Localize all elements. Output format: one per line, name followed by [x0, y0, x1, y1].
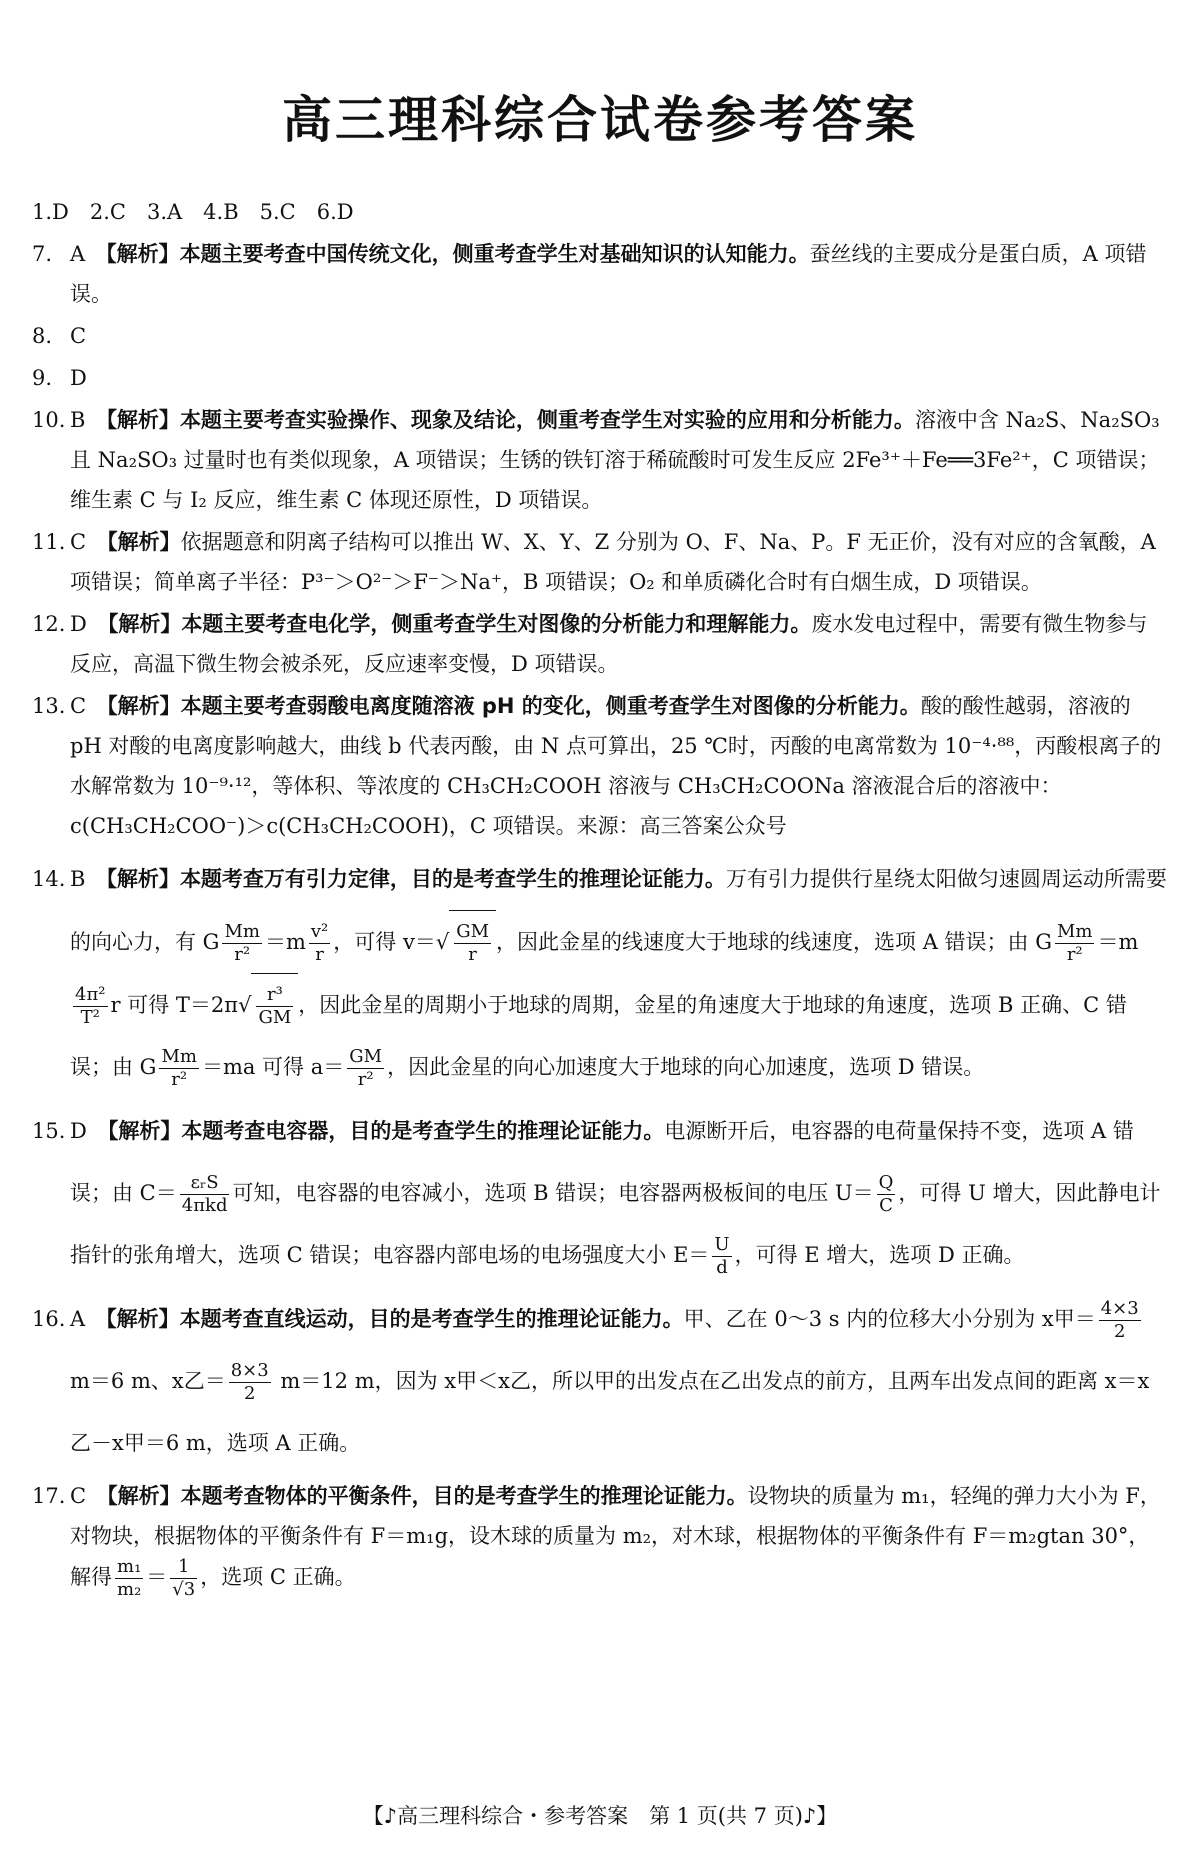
analysis-lead: 本题考查万有引力定律，目的是考查学生的推理论证能力。	[179, 867, 726, 891]
denominator: GM	[258, 1007, 292, 1028]
question-number: 7.	[32, 242, 53, 266]
numerator: Mm	[161, 1046, 197, 1067]
analysis-text: 酸的酸性越弱，溶液的 pH 对酸的电离度影响越大，曲线 b 代表丙酸，由 N 点可算出，25 ℃时，丙酸的电离常数为 10⁻⁴·⁸⁸，丙酸根离子的水解常数为 10⁻⁹·¹²，等体积、等浓度的 CH₃CH₂COOH 溶液与 CH₃CH₂COONa 溶液混合后的溶液中：c(CH₃CH₂COO⁻)＞c(CH₃CH₂COOH)，C 项错误。来源：高三答案公众号	[70, 694, 1162, 838]
fraction-8x3-over-2	[229, 1360, 271, 1405]
fraction-Q-over-C	[877, 1172, 896, 1217]
fraction-eS-over-4pikd	[180, 1172, 230, 1217]
numerator: v²	[310, 921, 329, 942]
text-segment: ，可得 E 增大，选项 D 正确。	[734, 1243, 1025, 1267]
answer-letter: B	[70, 867, 86, 891]
question-number: 8.	[32, 324, 53, 348]
sqrt-sign: √	[238, 993, 252, 1017]
analysis-lead: 本题主要考查中国传统文化，侧重考查学生对基础知识的认知能力。	[179, 242, 810, 266]
text-segment: ，因此金星的向心加速度大于地球的向心加速度，选项 D 错误。	[387, 1055, 985, 1079]
question-number: 11.	[32, 530, 66, 554]
denominator: d	[716, 1257, 728, 1278]
fraction-Mm-over-r2	[222, 921, 262, 966]
question-number: 14.	[32, 867, 66, 891]
numerator: GM	[349, 1046, 383, 1067]
fraction-GM-over-r2	[347, 1046, 384, 1091]
fraction-Mm-over-r2	[1055, 921, 1095, 966]
question-number: 9.	[32, 366, 53, 390]
question-number: 16.	[32, 1307, 66, 1331]
text-segment: ，因此金星的线速度大于地球的线速度，选项 A 错误；由 G	[496, 930, 1052, 954]
analysis-tag: 【解析】	[106, 242, 180, 266]
answer-letter: C	[70, 694, 87, 718]
analysis-tag: 【解析】	[107, 1484, 181, 1508]
denominator: √3	[172, 1579, 196, 1600]
analysis-tag: 【解析】	[107, 612, 182, 636]
numerator: εᵣS	[180, 1172, 230, 1195]
answer-17	[32, 1476, 1167, 1601]
page-title: 高三理科综合试卷参考答案	[282, 91, 918, 149]
answer-7	[32, 234, 1167, 314]
analysis-lead: 本题考查物体的平衡条件，目的是考查学生的推理论证能力。	[180, 1484, 748, 1508]
question-number: 12.	[32, 612, 66, 636]
denominator: r	[315, 944, 324, 965]
text-segment: ，可得 U 增大，因此静电计指针的张角增大，选项 C 错误；电容器内部电场的电场强度大小 E＝	[70, 1181, 1161, 1267]
question-number: 15.	[32, 1119, 66, 1143]
analysis-tag: 【解析】	[107, 1119, 182, 1143]
question-number: 17.	[32, 1484, 66, 1508]
answer-letter: C	[70, 530, 87, 554]
answer-8	[32, 316, 1167, 356]
sqrt-GM-over-r	[449, 910, 496, 973]
numerator: 4π²	[75, 984, 106, 1005]
answer-10	[32, 400, 1167, 520]
fraction-r3-over-GM	[256, 984, 293, 1029]
text-segment: m＝12 m，因为 x甲＜x乙，所以甲的出发点在乙出发点的前方，且两车出发点间的距离 x＝x乙－x甲＝6 m，选项 A 正确。	[70, 1369, 1150, 1455]
numerator: 8×3	[230, 1360, 269, 1381]
fraction-v2-over-r	[309, 921, 330, 966]
answer-16	[32, 1288, 1167, 1474]
numerator: Q	[878, 1172, 894, 1193]
answer-letter: D	[70, 1119, 87, 1143]
answer-letter: A	[70, 242, 86, 266]
answer-letter: C	[70, 1484, 87, 1508]
text-segment: 万有引力提供行星绕太阳做匀速圆周运动所需要的向心力，有 G	[70, 867, 1167, 954]
denominator: 2	[1113, 1321, 1126, 1342]
text-segment: m＝6 m、x乙＝	[70, 1369, 226, 1393]
analysis-lead: 本题考查电容器，目的是考查学生的推理论证能力。	[181, 1119, 665, 1143]
text-segment: ，因此金星的周期小于地球的周期，金星的角速度大于地球的角速度，选项 B 正确、C 错误；由 G	[70, 993, 1127, 1079]
denominator: 4πkd	[181, 1195, 228, 1216]
numerator: 4×3	[1100, 1298, 1139, 1319]
denominator: r²	[1066, 944, 1083, 965]
sqrt-sign: √	[435, 930, 450, 954]
fraction-4x3-over-2	[1099, 1298, 1141, 1343]
answer-9	[32, 358, 1167, 398]
fraction-4pi2-over-T2	[73, 984, 108, 1029]
analysis-tag: 【解析】	[106, 408, 180, 432]
numerator: GM	[456, 921, 490, 942]
analysis-tag: 【解析】	[107, 530, 181, 554]
mc-answers-row: 1.D 2.C 3.A 4.B 5.C 6.D	[32, 200, 354, 224]
answer-15	[32, 1100, 1167, 1286]
numerator: Mm	[224, 921, 260, 942]
fraction-GM-over-r	[454, 921, 491, 966]
analysis-lead: 本题主要考查实验操作、现象及结论，侧重考查学生对实验的应用和分析能力。	[179, 408, 915, 432]
analysis-text: 依据题意和阴离子结构可以推出 W、X、Y、Z 分别为 O、F、Na、P。F 无正价，没有对应的含氧酸，A 项错误；简单离子半径：P³⁻＞O²⁻＞F⁻＞Na⁺，B 项错误；O₂ 和单质磷化合时有白烟生成，D 项错误。	[70, 530, 1156, 594]
answer-letter: D	[70, 366, 87, 390]
answer-12	[32, 604, 1167, 684]
analysis-lead: 本题主要考查弱酸电离度随溶液 pH 的变化，侧重考查学生对图像的分析能力。	[180, 694, 921, 718]
text-segment: ＝m	[1097, 930, 1139, 954]
analysis-lead: 本题考查直线运动，目的是考查学生的推理论证能力。	[179, 1307, 684, 1331]
denominator: C	[879, 1195, 893, 1216]
question-number: 13.	[32, 694, 66, 718]
answer-letter: C	[70, 324, 87, 348]
denominator: T²	[80, 1007, 100, 1028]
text-segment: r	[110, 993, 121, 1017]
denominator: 2	[243, 1383, 256, 1404]
analysis-text: 蚕丝线的主要成分是蛋白质，A 项错误。	[70, 242, 1147, 306]
page-footer: 【♪高三理科综合・参考答案 第 1 页(共 7 页)♪】	[362, 1804, 838, 1828]
numerator: Mm	[1056, 921, 1093, 942]
analysis-text: 溶液中含 Na₂S、Na₂SO₃ 且 Na₂SO₃ 过量时也有类似现象，A 项错误；生锈的铁钉溶于稀硫酸时可发生反应 2Fe³⁺＋Fe══3Fe²⁺，C 项错误；维生素 C 与 I₂ 反应，维生素 C 体现还原性，D 项错误。	[70, 408, 1160, 512]
answer-letter: A	[70, 1307, 86, 1331]
denominator: r	[468, 944, 477, 965]
text-segment: ＝ma 可得 a＝	[201, 1055, 345, 1079]
analysis-text: 废水发电过程中，需要有微生物参与反应，高温下微生物会被杀死，反应速率变慢，D 项错误。	[70, 612, 1148, 676]
answer-11	[32, 522, 1167, 602]
answer-content	[32, 192, 1167, 1603]
analysis-lead: 本题主要考查电化学，侧重考查学生对图像的分析能力和理解能力。	[181, 612, 812, 636]
text-segment: ，可得 v＝	[333, 930, 436, 954]
fraction-Mm-over-r2	[159, 1046, 199, 1091]
answer-14	[32, 848, 1167, 1098]
numerator: 1	[170, 1556, 197, 1579]
sqrt-r3-over-GM	[251, 973, 298, 1036]
denominator: r²	[171, 1069, 188, 1090]
text-segment: 设物块的质量为 m₁，轻绳的弹力大小为 F，对物块，根据物体的平衡条件有 F＝m₁g，设木球的质量为 m₂，对木球，根据物体的平衡条件有 F＝m₂gtan 30°，解得	[70, 1484, 1161, 1589]
text-segment: 电源断开后，电容器的电荷量保持不变，选项 A 错误；由 C＝	[70, 1119, 1134, 1205]
denominator: r²	[357, 1069, 374, 1090]
radicand: 3	[183, 1579, 196, 1600]
analysis-tag: 【解析】	[106, 867, 180, 891]
text-segment: ＝	[146, 1565, 168, 1589]
answer-letter: B	[70, 408, 86, 432]
numerator: r³	[256, 984, 293, 1007]
analysis-tag: 【解析】	[107, 694, 181, 718]
text-segment: ＝m	[264, 930, 306, 954]
numerator: U	[714, 1234, 730, 1255]
denominator: r²	[234, 944, 251, 965]
text-segment: 可得 T＝2π	[127, 993, 239, 1017]
question-number: 10.	[32, 408, 66, 432]
fraction-1-over-sqrt3	[170, 1556, 197, 1601]
numerator: m₁	[117, 1556, 142, 1577]
text-segment: ，选项 C 正确。	[200, 1565, 356, 1589]
answer-13	[32, 686, 1167, 846]
fraction-m1-over-m2	[115, 1556, 143, 1601]
fraction-U-over-d	[712, 1234, 731, 1279]
text-segment: 甲、乙在 0～3 s 内的位移大小分别为 x甲＝	[683, 1307, 1096, 1331]
answer-letter: D	[70, 612, 87, 636]
text-segment: 可知，电容器的电容减小，选项 B 错误；电容器两极板间的电压 U＝	[232, 1181, 874, 1205]
denominator: m₂	[117, 1579, 142, 1600]
analysis-tag: 【解析】	[106, 1307, 180, 1331]
